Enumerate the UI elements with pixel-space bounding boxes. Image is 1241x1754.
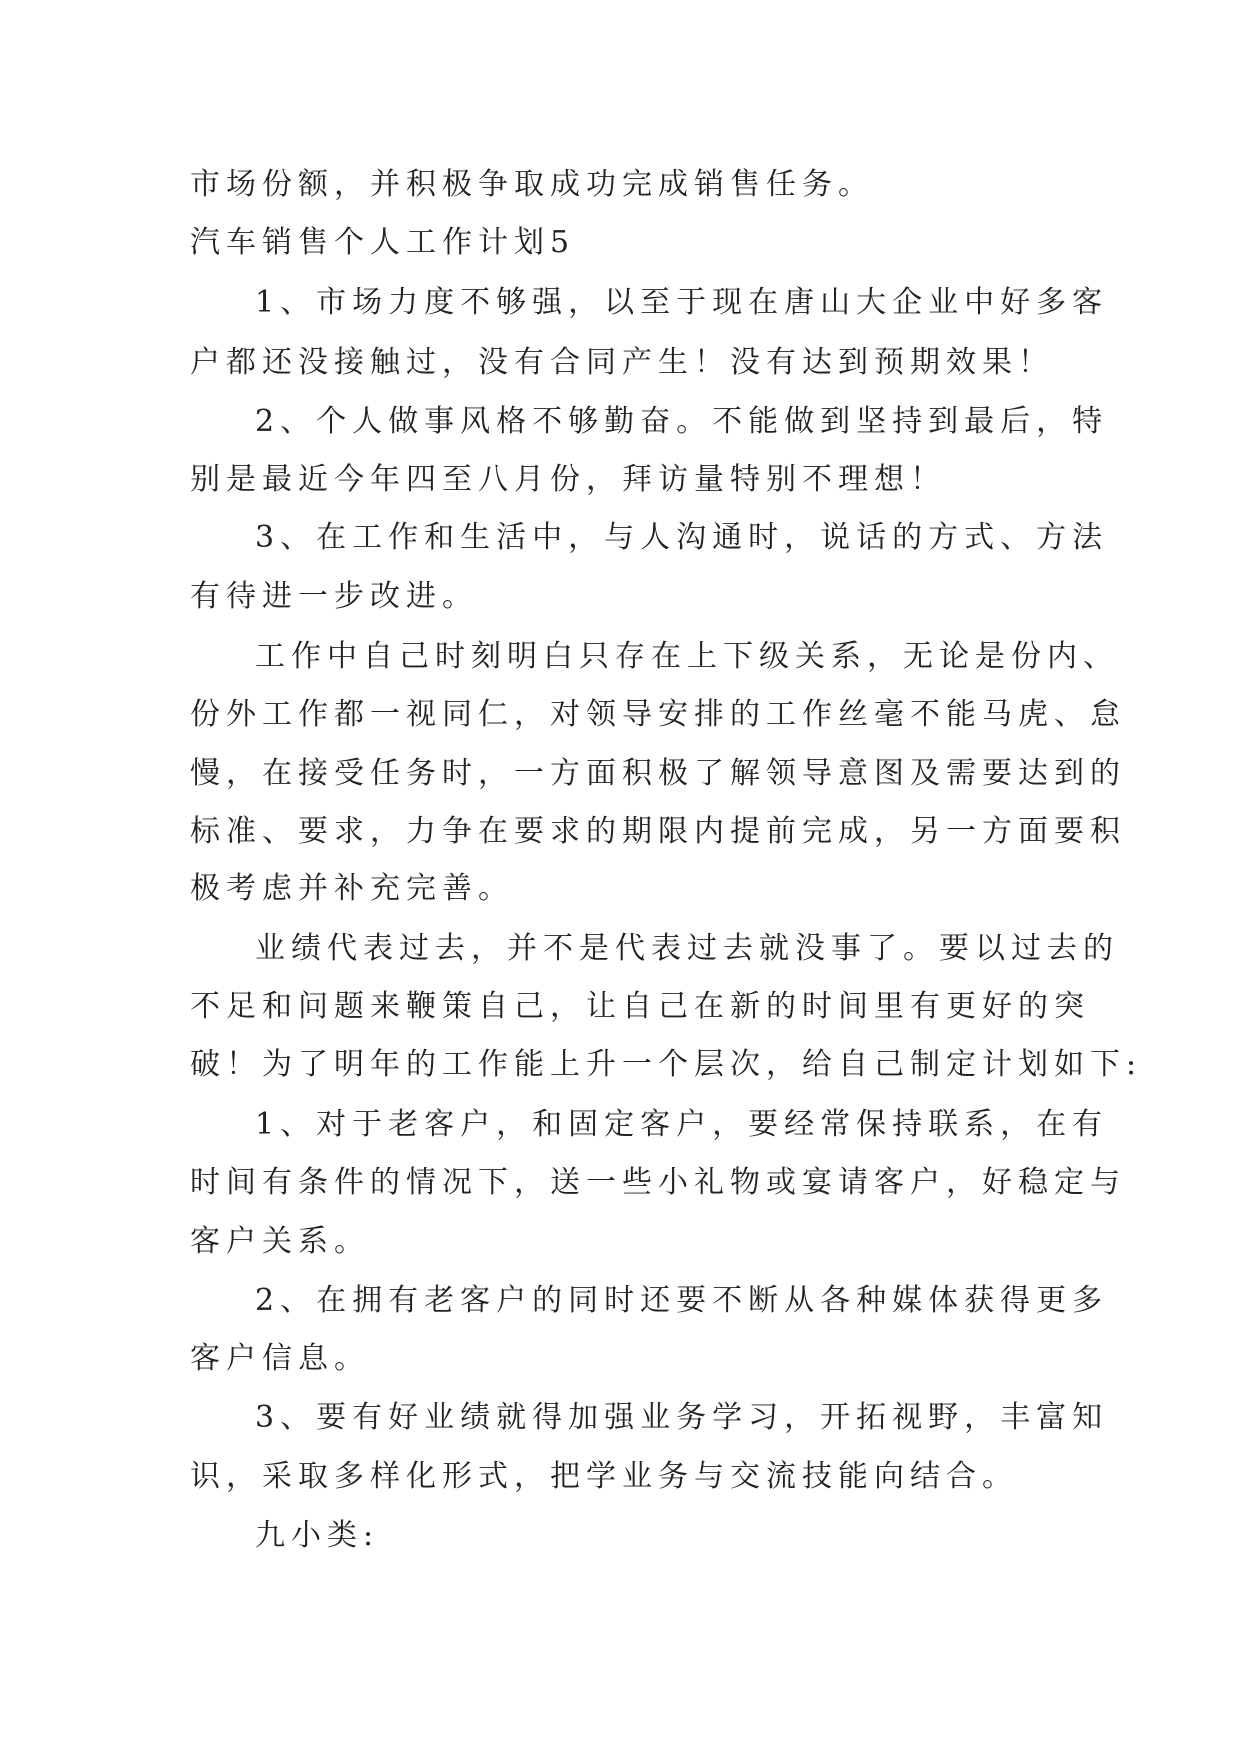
text-line: 1、市场力度不够强，以至于现在唐山大企业中好多客 [255, 285, 1109, 320]
text-line: 客户信息。 [190, 1341, 370, 1376]
text-line: 2、个人做事风格不够勤奋。不能做到坚持到最后，特 [255, 404, 1109, 439]
text-line: 极考虑并补充完善。 [190, 871, 514, 906]
text-line: 识，采取多样化形式，把学业务与交流技能向结合。 [190, 1459, 1018, 1494]
text-line: 市场份额，并积极争取成功完成销售任务。 [190, 167, 874, 202]
text-line: 不足和问题来鞭策自己，让自己在新的时间里有更好的突 [190, 989, 1090, 1024]
text-line: 九小类: [255, 1518, 380, 1553]
text-line: 份外工作都一视同仁，对领导安排的工作丝毫不能马虎、怠 [190, 697, 1126, 732]
text-line: 2、在拥有老客户的同时还要不断从各种媒体获得更多 [255, 1283, 1109, 1318]
text-line: 客户关系。 [190, 1224, 370, 1259]
text-line: 1、对于老客户，和固定客户，要经常保持联系，在有 [255, 1107, 1109, 1142]
text-line: 慢，在接受任务时，一方面积极了解领导意图及需要达到的 [190, 756, 1126, 791]
text-line: 别是最近今年四至八月份，拜访量特别不理想！ [190, 462, 946, 497]
text-line: 破！为了明年的工作能上升一个层次，给自己制定计划如下: [190, 1047, 1143, 1082]
section-heading: 汽车销售个人工作计划5 [190, 225, 576, 260]
text-line: 工作中自己时刻明白只存在上下级关系，无论是份内、 [255, 639, 1119, 674]
text-line: 标准、要求，力争在要求的期限内提前完成，另一方面要积 [190, 814, 1126, 849]
text-line: 时间有条件的情况下，送一些小礼物或宴请客户，好稳定与 [190, 1165, 1126, 1200]
text-line: 3、在工作和生活中，与人沟通时，说话的方式、方法 [255, 520, 1109, 555]
text-line: 3、要有好业绩就得加强业务学习，开拓视野，丰富知 [255, 1400, 1109, 1435]
text-line: 户都还没接触过，没有合同产生！没有达到预期效果！ [190, 345, 1054, 380]
text-line: 有待进一步改进。 [190, 579, 478, 614]
text-line: 业绩代表过去，并不是代表过去就没事了。要以过去的 [255, 931, 1119, 966]
